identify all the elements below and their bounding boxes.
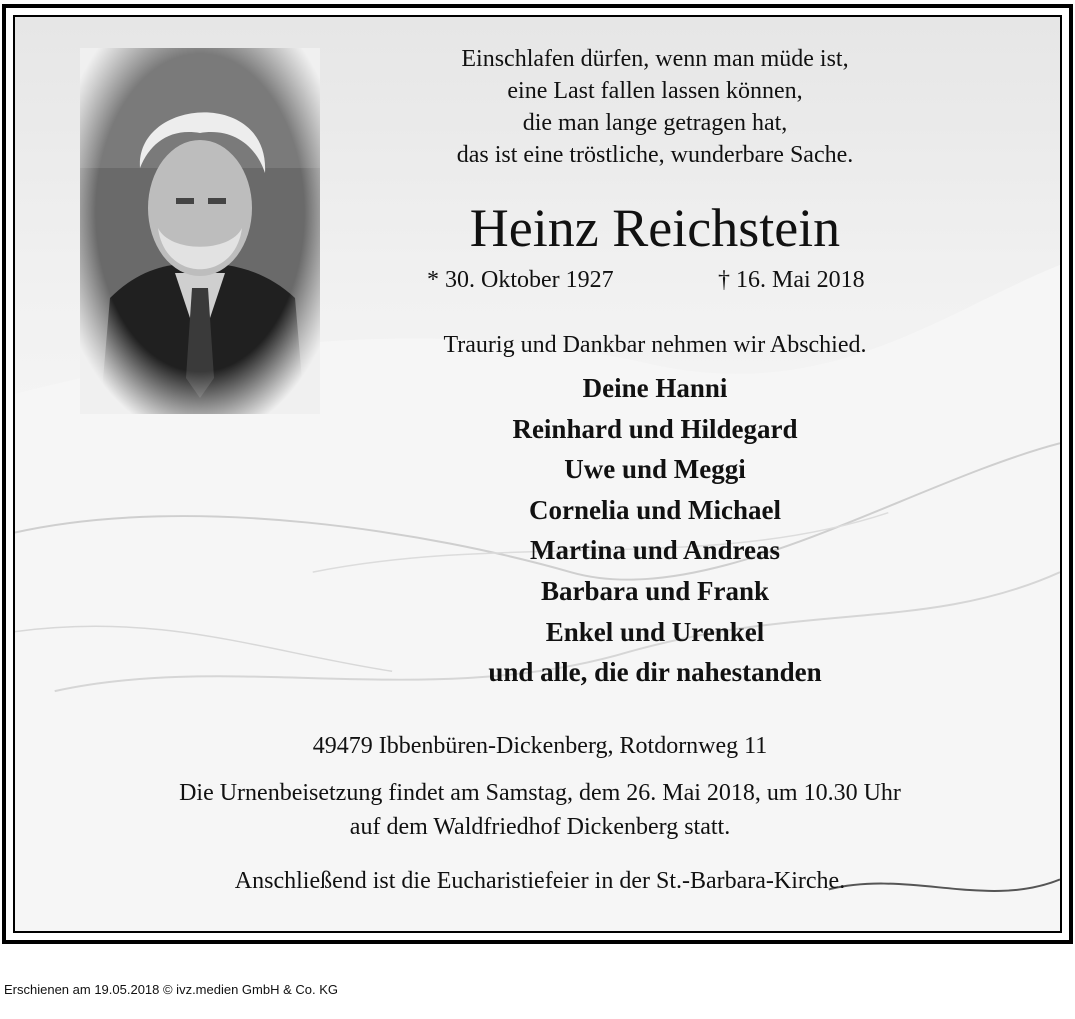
burial-line: auf dem Waldfriedhof Dickenberg statt. — [349, 814, 731, 840]
death-date: † 16. Mai 2018 — [718, 267, 865, 293]
mass-notice: Anschließend ist die Eucharistiefeier in der St.-Barbara-Kirche. — [234, 868, 846, 894]
mourner-entry: Cornelia und Michael — [528, 494, 781, 525]
mourners-list — [340, 368, 970, 693]
poem-line: eine Last fallen lassen können, — [507, 78, 803, 104]
mourning-address: 49479 Ibbenbüren-Dickenberg, Rotdornweg 11 — [312, 733, 768, 759]
portrait-photo — [80, 48, 320, 414]
mourner-entry: Deine Hanni — [582, 373, 728, 403]
mourner-entry: und alle, die dir nahestanden — [488, 657, 822, 688]
mourner-entry: Enkel und Urenkel — [545, 616, 765, 647]
poem-line: das ist eine tröstliche, wunderbare Sache. — [456, 142, 854, 168]
publication-footer: Erschienen am 19.05.2018 © ivz.medien GmbH & Co. KG — [4, 982, 339, 997]
poem — [340, 43, 970, 171]
mourner-entry: Barbara und Frank — [540, 575, 770, 606]
poem-line: Einschlafen dürfen, wenn man müde ist, — [461, 46, 849, 72]
birth-date: * 30. Oktober 1927 — [427, 267, 614, 293]
burial-line: Die Urnenbeisetzung findet am Samstag, dem 26. Mai 2018, um 10.30 Uhr — [179, 780, 901, 806]
farewell-intro: Traurig und Dankbar nehmen wir Abschied. — [443, 332, 867, 358]
mourner-entry: Uwe und Meggi — [564, 454, 746, 485]
burial-notice — [40, 776, 1040, 844]
deceased-name: Heinz Reichstein — [469, 198, 841, 258]
mourner-entry: Reinhard und Hildegard — [512, 413, 798, 444]
poem-line: die man lange getragen hat, — [522, 110, 788, 136]
mourner-entry: Martina und Andreas — [529, 535, 781, 566]
portrait-figure — [80, 48, 320, 414]
